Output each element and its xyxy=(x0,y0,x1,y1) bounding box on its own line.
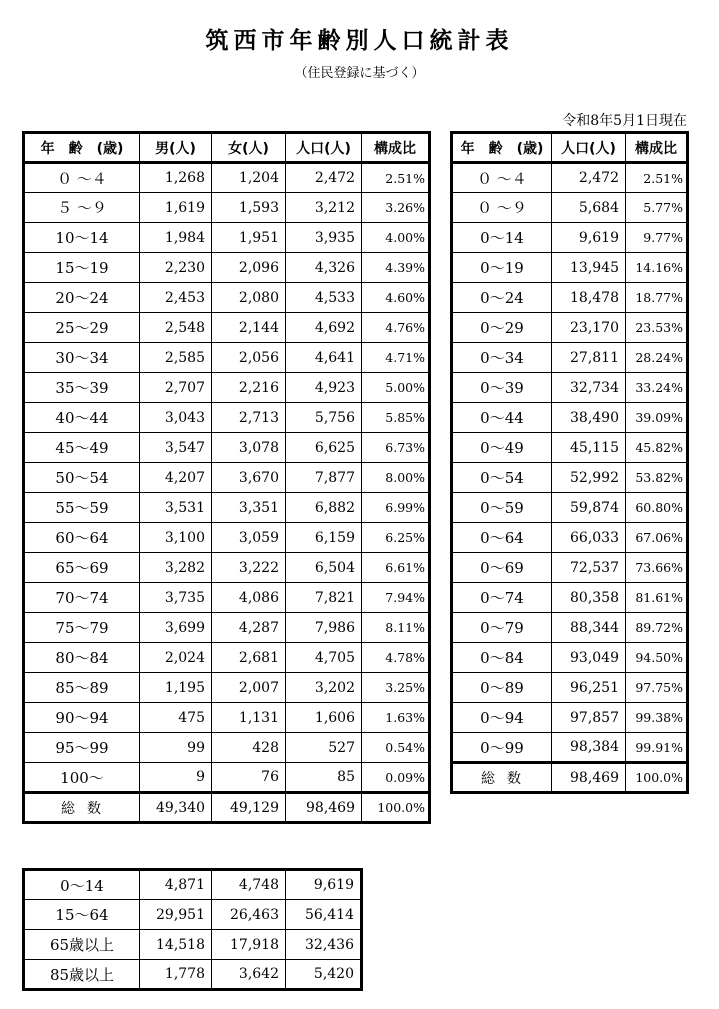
table-row xyxy=(24,763,430,793)
female-cell: 3,670 xyxy=(212,463,286,493)
ratio-cell: 89.72% xyxy=(626,613,688,643)
table-row xyxy=(452,553,688,583)
header-ratio: 構成比 xyxy=(362,133,430,163)
total-cell: 2,472 xyxy=(552,163,626,193)
total-cell: 97,857 xyxy=(552,703,626,733)
table-row xyxy=(452,343,688,373)
ratio-cell: 23.53% xyxy=(626,313,688,343)
table-row xyxy=(24,930,362,960)
male-cell: 29,951 xyxy=(140,900,212,930)
total-cell: 5,420 xyxy=(286,960,362,990)
age-group-summary-table xyxy=(22,868,363,991)
age-cell: 10～14 xyxy=(24,223,140,253)
ratio-cell: 6.25% xyxy=(362,523,430,553)
male-cell: 1,195 xyxy=(140,673,212,703)
total-cell: 4,326 xyxy=(286,253,362,283)
female-cell: 49,129 xyxy=(212,793,286,823)
age-cell: 0～59 xyxy=(452,493,552,523)
table-row xyxy=(452,223,688,253)
age-cell: 0～69 xyxy=(452,553,552,583)
female-cell: 1,131 xyxy=(212,703,286,733)
age-cell: 45～49 xyxy=(24,433,140,463)
female-cell: 4,086 xyxy=(212,583,286,613)
age-cell: 35～39 xyxy=(24,373,140,403)
table-row xyxy=(452,283,688,313)
female-cell: 4,287 xyxy=(212,613,286,643)
male-cell: 99 xyxy=(140,733,212,763)
ratio-cell: 4.39% xyxy=(362,253,430,283)
age-cell: 0～89 xyxy=(452,673,552,703)
header-male: 男(人) xyxy=(140,133,212,163)
male-cell: 4,207 xyxy=(140,463,212,493)
total-cell: 4,923 xyxy=(286,373,362,403)
ratio-cell: 99.38% xyxy=(626,703,688,733)
table-row xyxy=(452,163,688,193)
table-row xyxy=(452,703,688,733)
age-group-cell: 15～64 xyxy=(24,900,140,930)
age-cell: 100～ xyxy=(24,763,140,793)
table-row xyxy=(24,403,430,433)
male-cell: 1,268 xyxy=(140,163,212,193)
male-cell: 2,453 xyxy=(140,283,212,313)
table-header-row xyxy=(24,133,430,163)
male-cell: 3,531 xyxy=(140,493,212,523)
age-cell: 20～24 xyxy=(24,283,140,313)
table-row xyxy=(24,523,430,553)
ratio-cell: 6.61% xyxy=(362,553,430,583)
female-cell: 17,918 xyxy=(212,930,286,960)
table-row xyxy=(24,673,430,703)
table-row xyxy=(452,253,688,283)
ratio-cell: 3.25% xyxy=(362,673,430,703)
male-cell: 2,707 xyxy=(140,373,212,403)
total-cell: 85 xyxy=(286,763,362,793)
female-cell: 2,144 xyxy=(212,313,286,343)
table-row xyxy=(24,373,430,403)
total-cell: 45,115 xyxy=(552,433,626,463)
age-cell: 85～89 xyxy=(24,673,140,703)
age-cell: 55～59 xyxy=(24,493,140,523)
total-label: 総数 xyxy=(452,763,552,793)
ratio-cell: 100.0% xyxy=(626,763,688,793)
female-cell: 428 xyxy=(212,733,286,763)
ratio-cell: 18.77% xyxy=(626,283,688,313)
male-cell: 3,735 xyxy=(140,583,212,613)
age-cell: 60～64 xyxy=(24,523,140,553)
total-cell: 52,992 xyxy=(552,463,626,493)
age-cell: 0～19 xyxy=(452,253,552,283)
total-row xyxy=(452,763,688,793)
total-cell: 4,692 xyxy=(286,313,362,343)
male-cell: 4,871 xyxy=(140,870,212,900)
table-row xyxy=(24,613,430,643)
total-cell: 66,033 xyxy=(552,523,626,553)
female-cell: 1,204 xyxy=(212,163,286,193)
ratio-cell: 0.54% xyxy=(362,733,430,763)
age-cell: 30～34 xyxy=(24,343,140,373)
table-row xyxy=(24,583,430,613)
table-row xyxy=(24,960,362,990)
total-cell: 88,344 xyxy=(552,613,626,643)
total-cell: 93,049 xyxy=(552,643,626,673)
header-age: 年 齢 (歳) xyxy=(452,133,552,163)
female-cell: 2,713 xyxy=(212,403,286,433)
ratio-cell: 1.63% xyxy=(362,703,430,733)
ratio-cell: 7.94% xyxy=(362,583,430,613)
total-cell: 4,533 xyxy=(286,283,362,313)
table-row xyxy=(452,643,688,673)
total-cell: 9,619 xyxy=(286,870,362,900)
header-total: 人口(人) xyxy=(286,133,362,163)
population-by-age-table xyxy=(22,131,431,824)
age-cell: 0～29 xyxy=(452,313,552,343)
table-row xyxy=(24,643,430,673)
male-cell: 3,547 xyxy=(140,433,212,463)
ratio-cell: 33.24% xyxy=(626,373,688,403)
ratio-cell: 73.66% xyxy=(626,553,688,583)
male-cell: 2,585 xyxy=(140,343,212,373)
ratio-cell: 2.51% xyxy=(626,163,688,193)
as-of-date: 令和8年5月1日現在 xyxy=(562,113,687,129)
ratio-cell: 97.75% xyxy=(626,673,688,703)
age-cell: ５ ～９ xyxy=(24,193,140,223)
table-row xyxy=(452,373,688,403)
female-cell: 3,351 xyxy=(212,493,286,523)
male-cell: 2,024 xyxy=(140,643,212,673)
male-cell: 2,230 xyxy=(140,253,212,283)
age-cell: 0～24 xyxy=(452,283,552,313)
ratio-cell: 5.77% xyxy=(626,193,688,223)
total-cell: 98,469 xyxy=(552,763,626,793)
total-cell: 3,202 xyxy=(286,673,362,703)
male-cell: 49,340 xyxy=(140,793,212,823)
total-cell: 6,882 xyxy=(286,493,362,523)
table-row xyxy=(24,163,430,193)
page-title: 筑西市年齢別人口統計表 xyxy=(205,28,514,54)
ratio-cell: 4.78% xyxy=(362,643,430,673)
ratio-cell: 6.73% xyxy=(362,433,430,463)
age-cell: 0～94 xyxy=(452,703,552,733)
table-row xyxy=(24,433,430,463)
ratio-cell: 60.80% xyxy=(626,493,688,523)
ratio-cell: 28.24% xyxy=(626,343,688,373)
total-row xyxy=(24,793,430,823)
header-age: 年 齢 (歳) xyxy=(24,133,140,163)
table-row xyxy=(24,703,430,733)
female-cell: 3,642 xyxy=(212,960,286,990)
table-row xyxy=(452,193,688,223)
female-cell: 2,096 xyxy=(212,253,286,283)
total-cell: 5,684 xyxy=(552,193,626,223)
total-cell: 6,159 xyxy=(286,523,362,553)
table-row xyxy=(452,613,688,643)
table-row xyxy=(24,463,430,493)
female-cell: 1,951 xyxy=(212,223,286,253)
female-cell: 26,463 xyxy=(212,900,286,930)
table-row xyxy=(452,433,688,463)
header-female: 女(人) xyxy=(212,133,286,163)
total-cell: 32,734 xyxy=(552,373,626,403)
total-cell: 6,625 xyxy=(286,433,362,463)
age-cell: ０ ～９ xyxy=(452,193,552,223)
age-group-cell: 0～14 xyxy=(24,870,140,900)
male-cell: 1,619 xyxy=(140,193,212,223)
age-group-cell: 65歳以上 xyxy=(24,930,140,960)
male-cell: 9 xyxy=(140,763,212,793)
age-cell: 65～69 xyxy=(24,553,140,583)
ratio-cell: 53.82% xyxy=(626,463,688,493)
age-cell: 0～99 xyxy=(452,733,552,763)
table-row xyxy=(24,493,430,523)
age-cell: 0～39 xyxy=(452,373,552,403)
male-cell: 14,518 xyxy=(140,930,212,960)
ratio-cell: 8.11% xyxy=(362,613,430,643)
table-row xyxy=(452,583,688,613)
table-row xyxy=(452,673,688,703)
table-row xyxy=(24,193,430,223)
ratio-cell: 45.82% xyxy=(626,433,688,463)
ratio-cell: 0.09% xyxy=(362,763,430,793)
female-cell: 2,007 xyxy=(212,673,286,703)
age-cell: 25～29 xyxy=(24,313,140,343)
table-header-row xyxy=(452,133,688,163)
table-row xyxy=(452,523,688,553)
total-cell: 72,537 xyxy=(552,553,626,583)
table-row xyxy=(24,283,430,313)
age-cell: 50～54 xyxy=(24,463,140,493)
female-cell: 2,080 xyxy=(212,283,286,313)
age-cell: 0～64 xyxy=(452,523,552,553)
total-cell: 98,469 xyxy=(286,793,362,823)
age-cell: 95～99 xyxy=(24,733,140,763)
table-row xyxy=(452,403,688,433)
ratio-cell: 81.61% xyxy=(626,583,688,613)
age-cell: 0～44 xyxy=(452,403,552,433)
male-cell: 1,984 xyxy=(140,223,212,253)
male-cell: 2,548 xyxy=(140,313,212,343)
ratio-cell: 5.85% xyxy=(362,403,430,433)
female-cell: 76 xyxy=(212,763,286,793)
total-cell: 32,436 xyxy=(286,930,362,960)
ratio-cell: 39.09% xyxy=(626,403,688,433)
female-cell: 4,748 xyxy=(212,870,286,900)
header-ratio: 構成比 xyxy=(626,133,688,163)
female-cell: 2,681 xyxy=(212,643,286,673)
age-cell: 0～14 xyxy=(452,223,552,253)
total-cell: 1,606 xyxy=(286,703,362,733)
total-cell: 7,821 xyxy=(286,583,362,613)
ratio-cell: 2.51% xyxy=(362,163,430,193)
total-cell: 9,619 xyxy=(552,223,626,253)
table-row xyxy=(24,313,430,343)
header-total: 人口(人) xyxy=(552,133,626,163)
male-cell: 3,100 xyxy=(140,523,212,553)
age-cell: ０ ～４ xyxy=(24,163,140,193)
table-row xyxy=(24,223,430,253)
female-cell: 3,078 xyxy=(212,433,286,463)
table-row xyxy=(24,253,430,283)
female-cell: 3,222 xyxy=(212,553,286,583)
female-cell: 2,056 xyxy=(212,343,286,373)
ratio-cell: 9.77% xyxy=(626,223,688,253)
ratio-cell: 99.91% xyxy=(626,733,688,763)
age-cell: 90～94 xyxy=(24,703,140,733)
total-cell: 3,935 xyxy=(286,223,362,253)
table-row xyxy=(452,733,688,763)
total-cell: 7,986 xyxy=(286,613,362,643)
age-cell: 0～54 xyxy=(452,463,552,493)
total-cell: 80,358 xyxy=(552,583,626,613)
table-row xyxy=(24,343,430,373)
age-cell: 75～79 xyxy=(24,613,140,643)
total-cell: 98,384 xyxy=(552,733,626,763)
total-cell: 18,478 xyxy=(552,283,626,313)
ratio-cell: 3.26% xyxy=(362,193,430,223)
ratio-cell: 14.16% xyxy=(626,253,688,283)
age-cell: 0～74 xyxy=(452,583,552,613)
age-cell: 0～49 xyxy=(452,433,552,463)
total-cell: 527 xyxy=(286,733,362,763)
male-cell: 3,043 xyxy=(140,403,212,433)
male-cell: 3,699 xyxy=(140,613,212,643)
page-subtitle: （住民登録に基づく） xyxy=(294,66,425,81)
age-group-cell: 85歳以上 xyxy=(24,960,140,990)
ratio-cell: 8.00% xyxy=(362,463,430,493)
ratio-cell: 6.99% xyxy=(362,493,430,523)
ratio-cell: 4.76% xyxy=(362,313,430,343)
total-cell: 56,414 xyxy=(286,900,362,930)
female-cell: 3,059 xyxy=(212,523,286,553)
total-cell: 38,490 xyxy=(552,403,626,433)
ratio-cell: 4.71% xyxy=(362,343,430,373)
ratio-cell: 94.50% xyxy=(626,643,688,673)
age-cell: 15～19 xyxy=(24,253,140,283)
male-cell: 475 xyxy=(140,703,212,733)
ratio-cell: 4.60% xyxy=(362,283,430,313)
table-row xyxy=(452,463,688,493)
total-cell: 23,170 xyxy=(552,313,626,343)
female-cell: 1,593 xyxy=(212,193,286,223)
cumulative-population-table xyxy=(450,131,689,794)
age-cell: 0～84 xyxy=(452,643,552,673)
total-cell: 5,756 xyxy=(286,403,362,433)
total-cell: 27,811 xyxy=(552,343,626,373)
ratio-cell: 67.06% xyxy=(626,523,688,553)
total-cell: 4,641 xyxy=(286,343,362,373)
table-row xyxy=(24,870,362,900)
age-cell: 40～44 xyxy=(24,403,140,433)
male-cell: 1,778 xyxy=(140,960,212,990)
age-cell: ０ ～４ xyxy=(452,163,552,193)
total-label: 総数 xyxy=(24,793,140,823)
table-row xyxy=(24,553,430,583)
table-row xyxy=(452,313,688,343)
table-row xyxy=(24,733,430,763)
ratio-cell: 100.0% xyxy=(362,793,430,823)
total-cell: 2,472 xyxy=(286,163,362,193)
ratio-cell: 5.00% xyxy=(362,373,430,403)
female-cell: 2,216 xyxy=(212,373,286,403)
age-cell: 0～34 xyxy=(452,343,552,373)
table-row xyxy=(24,900,362,930)
total-cell: 13,945 xyxy=(552,253,626,283)
age-cell: 70～74 xyxy=(24,583,140,613)
age-cell: 0～79 xyxy=(452,613,552,643)
total-cell: 59,874 xyxy=(552,493,626,523)
total-cell: 4,705 xyxy=(286,643,362,673)
total-cell: 7,877 xyxy=(286,463,362,493)
male-cell: 3,282 xyxy=(140,553,212,583)
table-row xyxy=(452,493,688,523)
ratio-cell: 4.00% xyxy=(362,223,430,253)
total-cell: 96,251 xyxy=(552,673,626,703)
total-cell: 3,212 xyxy=(286,193,362,223)
age-cell: 80～84 xyxy=(24,643,140,673)
total-cell: 6,504 xyxy=(286,553,362,583)
